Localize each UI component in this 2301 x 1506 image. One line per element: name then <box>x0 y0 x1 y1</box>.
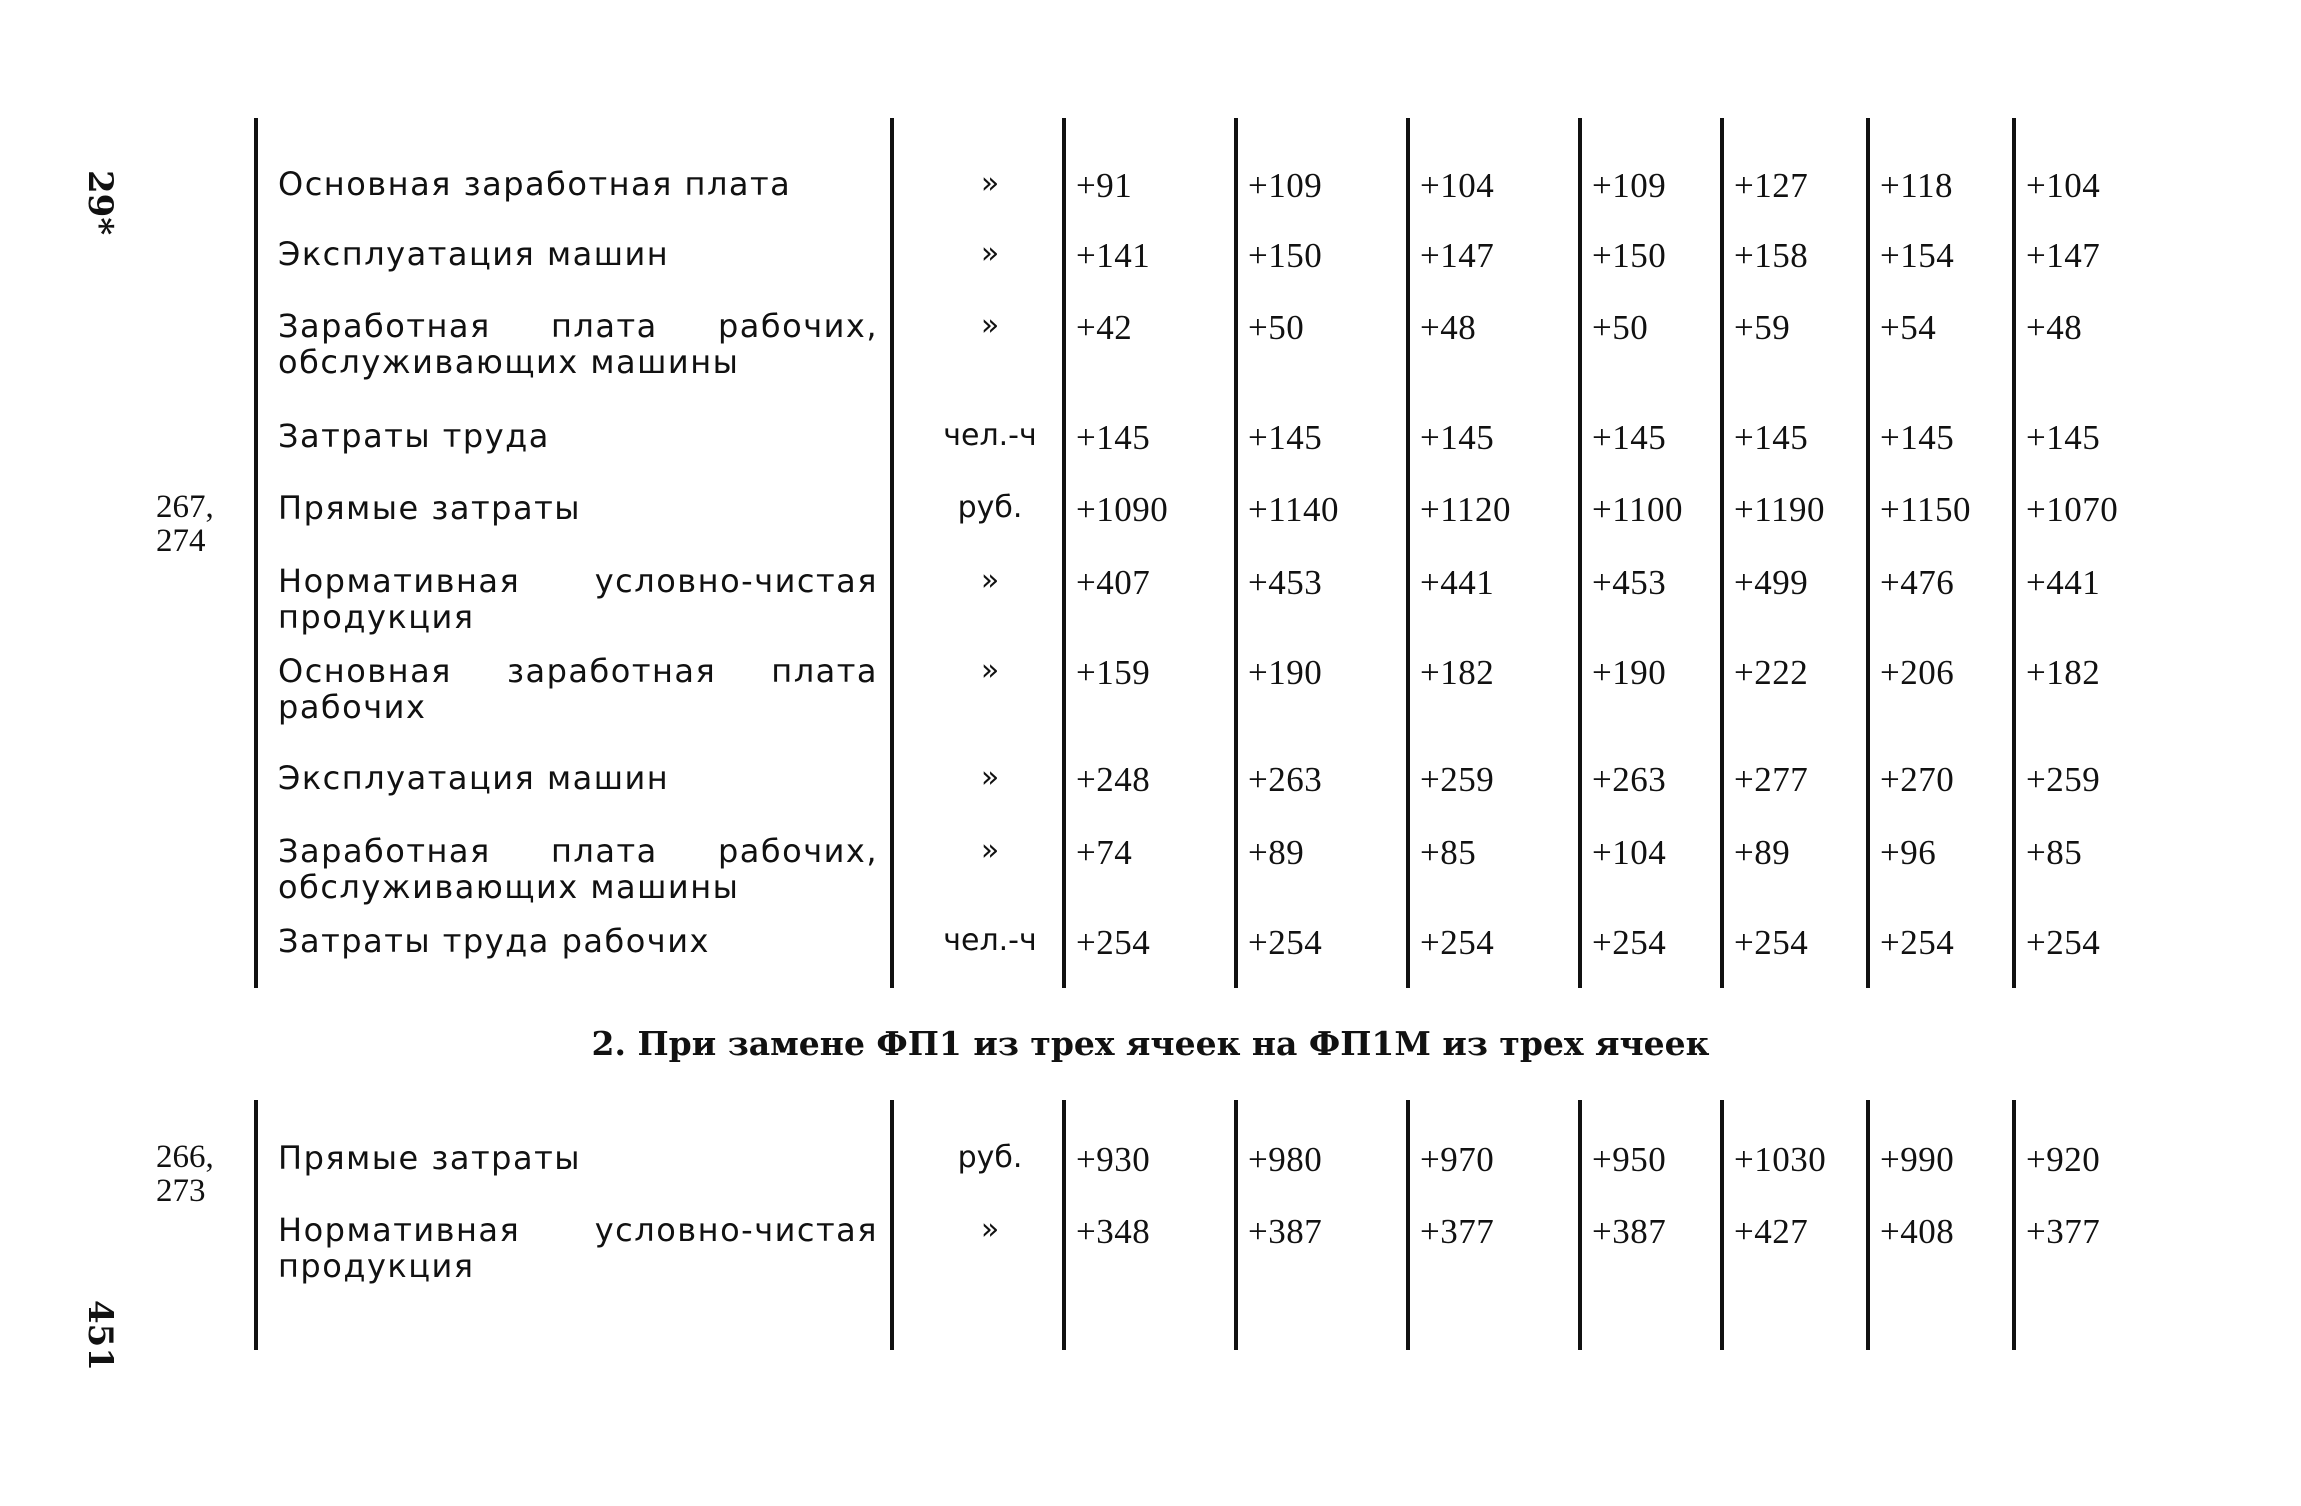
value-cell: +50 <box>1592 308 1649 347</box>
value-cell: +980 <box>1248 1140 1323 1179</box>
value-cell: +89 <box>1734 833 1791 872</box>
row-unit: » <box>980 833 1000 868</box>
row-label: Затраты труда <box>278 417 550 455</box>
value-cell: +104 <box>1420 166 1495 205</box>
value-cell: +254 <box>1592 923 1667 962</box>
value-cell: +441 <box>1420 563 1495 602</box>
value-cell: +348 <box>1076 1212 1151 1251</box>
value-cell: +407 <box>1076 563 1151 602</box>
value-cell: +145 <box>2026 418 2101 457</box>
value-cell: +85 <box>1420 833 1477 872</box>
value-cell: +150 <box>1248 236 1323 275</box>
value-cell: +50 <box>1248 308 1305 347</box>
value-cell: +1190 <box>1734 490 1825 529</box>
value-cell: +1120 <box>1420 490 1511 529</box>
value-cell: +254 <box>2026 923 2101 962</box>
row-label: Эксплуатация машин <box>278 235 670 273</box>
value-cell: +387 <box>1592 1212 1667 1251</box>
value-cell: +270 <box>1880 760 1955 799</box>
value-cell: +408 <box>1880 1212 1955 1251</box>
value-cell: +158 <box>1734 236 1809 275</box>
row-label: Прямые затраты <box>278 1139 581 1177</box>
value-cell: +190 <box>1592 653 1667 692</box>
value-cell: +248 <box>1076 760 1151 799</box>
value-cell: +182 <box>1420 653 1495 692</box>
table-1 <box>150 118 2140 988</box>
value-cell: +254 <box>1076 923 1151 962</box>
value-cell: +48 <box>1420 308 1477 347</box>
value-cell: +441 <box>2026 563 2101 602</box>
row-unit: » <box>980 166 1000 201</box>
value-cell: +1100 <box>1592 490 1683 529</box>
value-cell: +222 <box>1734 653 1809 692</box>
value-cell: +259 <box>2026 760 2101 799</box>
value-cell: +920 <box>2026 1140 2101 1179</box>
value-cell: +104 <box>1592 833 1667 872</box>
value-cell: +387 <box>1248 1212 1323 1251</box>
value-cell: +145 <box>1880 418 1955 457</box>
value-cell: +990 <box>1880 1140 1955 1179</box>
row-unit: руб. <box>957 490 1023 525</box>
value-cell: +141 <box>1076 236 1151 275</box>
value-cell: +127 <box>1734 166 1809 205</box>
page-mark-top: 29* <box>80 170 120 236</box>
value-cell: +104 <box>2026 166 2101 205</box>
row-unit: » <box>980 308 1000 343</box>
value-cell: +85 <box>2026 833 2083 872</box>
value-cell: +150 <box>1592 236 1667 275</box>
value-cell: +499 <box>1734 563 1809 602</box>
row-unit: » <box>980 653 1000 688</box>
value-cell: +206 <box>1880 653 1955 692</box>
value-cell: +453 <box>1592 563 1667 602</box>
row-label: Основная заработная плата рабочих <box>278 652 878 726</box>
value-cell: +254 <box>1248 923 1323 962</box>
value-cell: +476 <box>1880 563 1955 602</box>
row-unit: » <box>980 760 1000 795</box>
value-cell: +147 <box>1420 236 1495 275</box>
column-divider <box>890 118 894 988</box>
row-reference: 267, 274 <box>156 489 214 559</box>
value-cell: +109 <box>1248 166 1323 205</box>
row-unit: » <box>980 236 1000 271</box>
value-cell: +377 <box>1420 1212 1495 1251</box>
row-label: Нормативная условно-чистая продукция <box>278 562 878 636</box>
row-label: Затраты труда рабочих <box>278 922 710 960</box>
value-cell: +154 <box>1880 236 1955 275</box>
value-cell: +145 <box>1420 418 1495 457</box>
value-cell: +118 <box>1880 166 1953 205</box>
value-cell: +254 <box>1420 923 1495 962</box>
value-cell: +54 <box>1880 308 1937 347</box>
row-label: Нормативная условно-чистая продукция <box>278 1211 878 1285</box>
value-cell: +42 <box>1076 308 1133 347</box>
row-label: Эксплуатация машин <box>278 759 670 797</box>
row-unit: » <box>980 1212 1000 1247</box>
value-cell: +427 <box>1734 1212 1809 1251</box>
value-cell: +1070 <box>2026 490 2119 529</box>
value-cell: +145 <box>1076 418 1151 457</box>
value-cell: +182 <box>2026 653 2101 692</box>
value-cell: +277 <box>1734 760 1809 799</box>
value-cell: +263 <box>1592 760 1667 799</box>
value-cell: +109 <box>1592 166 1667 205</box>
value-cell: +1140 <box>1248 490 1339 529</box>
value-cell: +263 <box>1248 760 1323 799</box>
value-cell: +59 <box>1734 308 1791 347</box>
value-cell: +950 <box>1592 1140 1667 1179</box>
value-cell: +1150 <box>1880 490 1971 529</box>
value-cell: +190 <box>1248 653 1323 692</box>
value-cell: +453 <box>1248 563 1323 602</box>
value-cell: +74 <box>1076 833 1133 872</box>
value-cell: +930 <box>1076 1140 1151 1179</box>
value-cell: +1030 <box>1734 1140 1827 1179</box>
value-cell: +145 <box>1734 418 1809 457</box>
row-unit: чел.-ч <box>943 923 1037 958</box>
value-cell: +91 <box>1076 166 1133 205</box>
row-label: Прямые затраты <box>278 489 581 527</box>
row-unit: руб. <box>957 1140 1023 1175</box>
table-2 <box>150 1100 2140 1350</box>
row-reference: 266, 273 <box>156 1139 214 1209</box>
value-cell: +254 <box>1880 923 1955 962</box>
column-divider <box>254 1100 258 1350</box>
value-cell: +145 <box>1592 418 1667 457</box>
value-cell: +254 <box>1734 923 1809 962</box>
value-cell: +1090 <box>1076 490 1169 529</box>
page-number: 451 <box>80 1300 120 1371</box>
value-cell: +970 <box>1420 1140 1495 1179</box>
row-label: Заработная плата рабочих, обслуживающих машины <box>278 307 878 381</box>
row-label: Основная заработная плата <box>278 165 792 203</box>
value-cell: +159 <box>1076 653 1151 692</box>
row-unit: » <box>980 563 1000 598</box>
row-label: Заработная плата рабочих, обслуживающих машины <box>278 832 878 906</box>
value-cell: +259 <box>1420 760 1495 799</box>
column-divider <box>890 1100 894 1350</box>
value-cell: +377 <box>2026 1212 2101 1251</box>
row-unit: чел.-ч <box>943 418 1037 453</box>
section-title: 2. При замене ФП1 из трех ячеек на ФП1М из трех ячеек <box>591 1024 1710 1063</box>
value-cell: +145 <box>1248 418 1323 457</box>
value-cell: +89 <box>1248 833 1305 872</box>
value-cell: +147 <box>2026 236 2101 275</box>
value-cell: +48 <box>2026 308 2083 347</box>
value-cell: +96 <box>1880 833 1937 872</box>
